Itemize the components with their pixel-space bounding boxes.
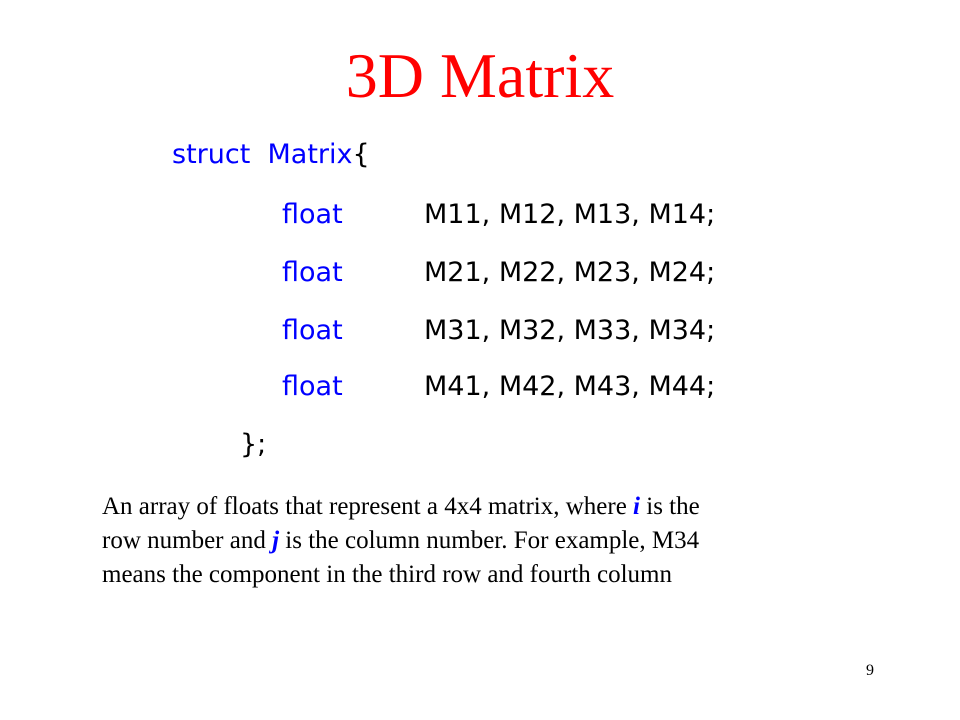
open-brace: { bbox=[352, 139, 370, 170]
description-line-3: means the component in the third row and fourth column bbox=[102, 561, 673, 588]
variable-j: j bbox=[272, 527, 280, 554]
row-type: float bbox=[282, 315, 343, 346]
row-members: M21, M22, M23, M24; bbox=[424, 257, 716, 288]
slide-title: 3D Matrix bbox=[345, 40, 615, 111]
description bbox=[102, 490, 882, 592]
row-type: float bbox=[282, 371, 343, 402]
matrix-row-4 bbox=[282, 370, 715, 404]
struct-declaration bbox=[172, 138, 370, 172]
row-type: float bbox=[282, 257, 343, 288]
description-text: An array of floats that represent a 4x4 matrix, where bbox=[102, 493, 634, 520]
matrix-row-1 bbox=[282, 198, 715, 232]
close-brace: }; bbox=[240, 429, 267, 460]
description-text: is the bbox=[640, 493, 700, 520]
struct-keyword: struct bbox=[172, 139, 251, 170]
description-line-1 bbox=[102, 490, 882, 524]
row-members: M41, M42, M43, M44; bbox=[424, 371, 716, 402]
row-members: M31, M32, M33, M34; bbox=[424, 315, 716, 346]
description-text: is the column number. For example, M34 bbox=[279, 527, 700, 554]
struct-name: Matrix bbox=[267, 139, 353, 170]
description-line-2 bbox=[102, 524, 882, 558]
page-number: 9 bbox=[866, 662, 874, 679]
description-text: row number and bbox=[102, 527, 273, 554]
row-type: float bbox=[282, 199, 343, 230]
matrix-row-3 bbox=[282, 314, 715, 348]
variable-i: i bbox=[633, 493, 640, 520]
matrix-row-2 bbox=[282, 256, 715, 290]
row-members: M11, M12, M13, M14; bbox=[424, 199, 716, 230]
